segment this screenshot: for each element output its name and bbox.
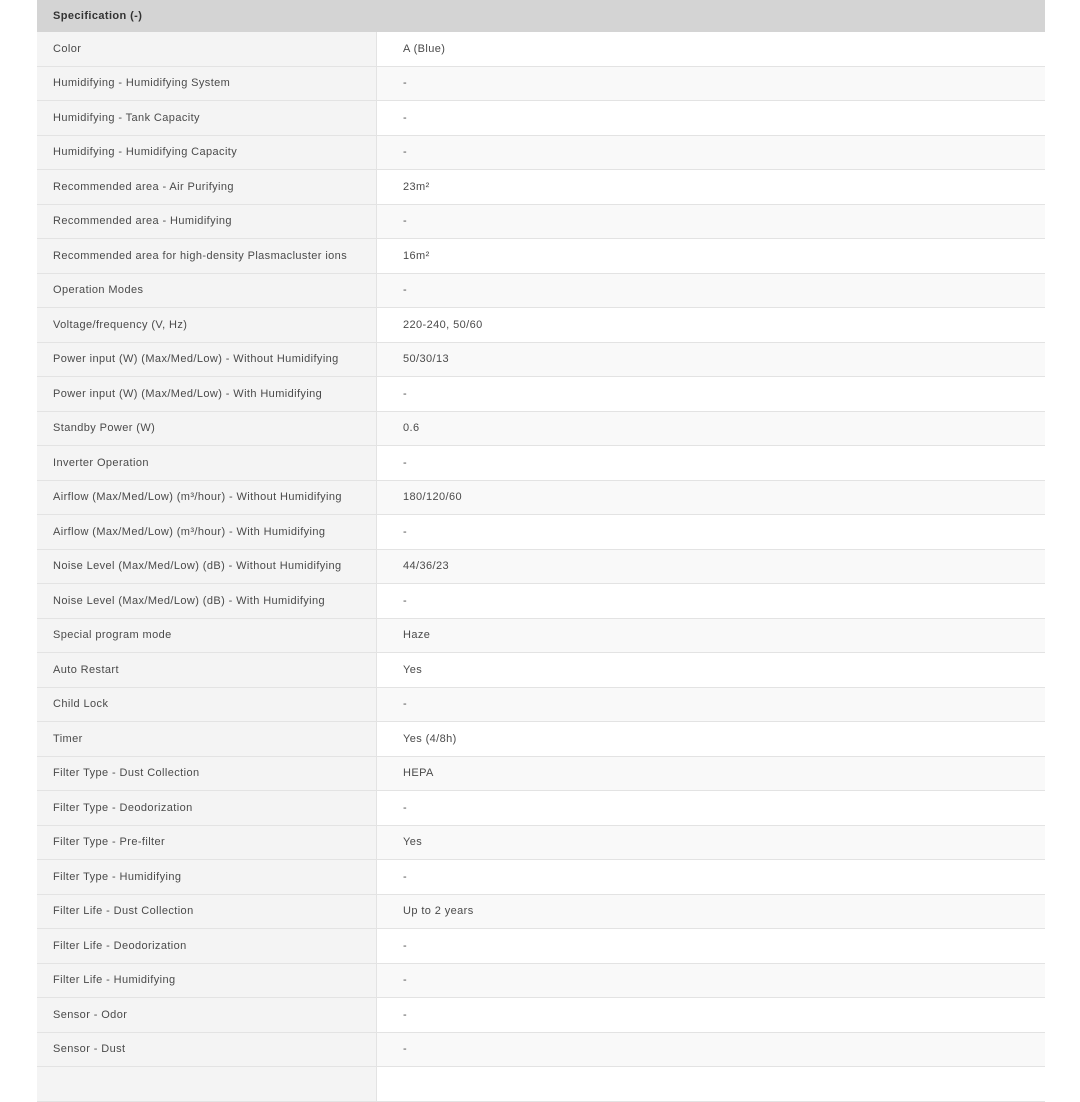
table-row [37,860,1045,895]
spec-label: Airflow (Max/Med/Low) (m³/hour) - With Humidifying [37,515,377,549]
spec-label [37,1067,377,1101]
table-row [37,791,1045,826]
spec-label: Recommended area - Air Purifying [37,170,377,204]
spec-value: Yes (4/8h) [377,722,1045,756]
spec-label: Filter Life - Humidifying [37,964,377,998]
spec-label: Auto Restart [37,653,377,687]
table-row [37,412,1045,447]
spec-label: Humidifying - Humidifying Capacity [37,136,377,170]
table-row [37,205,1045,240]
spec-value: 23m² [377,170,1045,204]
spec-label: Filter Type - Dust Collection [37,757,377,791]
spec-value: - [377,791,1045,825]
spec-value: - [377,1033,1045,1067]
table-row [37,101,1045,136]
spec-value: - [377,860,1045,894]
spec-label: Power input (W) (Max/Med/Low) - Without Humidifying [37,343,377,377]
spec-label: Timer [37,722,377,756]
spec-label: Power input (W) (Max/Med/Low) - With Humidifying [37,377,377,411]
specification-rows [37,32,1045,1102]
table-row [37,619,1045,654]
spec-value: - [377,584,1045,618]
spec-label: Voltage/frequency (V, Hz) [37,308,377,342]
spec-value: Yes [377,653,1045,687]
spec-label: Sensor - Dust [37,1033,377,1067]
spec-label: Humidifying - Humidifying System [37,67,377,101]
spec-label: Filter Life - Dust Collection [37,895,377,929]
spec-value: A (Blue) [377,32,1045,66]
spec-value: - [377,205,1045,239]
table-row [37,239,1045,274]
table-row [37,998,1045,1033]
spec-value: - [377,136,1045,170]
table-row [37,274,1045,309]
spec-value: - [377,998,1045,1032]
table-row [37,722,1045,757]
spec-value [377,1067,1045,1101]
spec-label: Child Lock [37,688,377,722]
spec-label: Special program mode [37,619,377,653]
spec-value: - [377,377,1045,411]
spec-label: Standby Power (W) [37,412,377,446]
table-row [37,584,1045,619]
spec-value: Yes [377,826,1045,860]
specification-header[interactable]: Specification (-) [37,0,1045,32]
spec-value: - [377,515,1045,549]
table-row [37,136,1045,171]
table-row [37,895,1045,930]
specification-table [37,0,1045,1102]
spec-label: Filter Type - Deodorization [37,791,377,825]
table-row [37,170,1045,205]
spec-value: Haze [377,619,1045,653]
table-row [37,826,1045,861]
spec-label: Color [37,32,377,66]
table-row [37,67,1045,102]
spec-value: 180/120/60 [377,481,1045,515]
spec-label: Sensor - Odor [37,998,377,1032]
table-row [37,653,1045,688]
spec-value: 50/30/13 [377,343,1045,377]
table-row [37,343,1045,378]
spec-label: Noise Level (Max/Med/Low) (dB) - Without Humidifying [37,550,377,584]
table-row [37,550,1045,585]
spec-value: - [377,446,1045,480]
spec-value: 0.6 [377,412,1045,446]
table-row [37,481,1045,516]
spec-value: 220-240, 50/60 [377,308,1045,342]
table-row [37,377,1045,412]
spec-value: - [377,964,1045,998]
table-row [37,757,1045,792]
table-row [37,515,1045,550]
spec-label: Noise Level (Max/Med/Low) (dB) - With Humidifying [37,584,377,618]
spec-label: Operation Modes [37,274,377,308]
spec-label: Inverter Operation [37,446,377,480]
table-row [37,688,1045,723]
spec-value: HEPA [377,757,1045,791]
spec-value: Up to 2 years [377,895,1045,929]
spec-label: Filter Type - Humidifying [37,860,377,894]
spec-label: Recommended area for high-density Plasmacluster ions [37,239,377,273]
spec-value: - [377,929,1045,963]
table-row [37,964,1045,999]
spec-value: - [377,67,1045,101]
table-row [37,929,1045,964]
table-row [37,308,1045,343]
spec-label: Airflow (Max/Med/Low) (m³/hour) - Without Humidifying [37,481,377,515]
spec-value: 16m² [377,239,1045,273]
table-row [37,32,1045,67]
spec-value: - [377,101,1045,135]
spec-label: Filter Life - Deodorization [37,929,377,963]
table-row [37,1033,1045,1068]
spec-value: 44/36/23 [377,550,1045,584]
table-row [37,446,1045,481]
spec-value: - [377,688,1045,722]
spec-label: Humidifying - Tank Capacity [37,101,377,135]
table-row [37,1067,1045,1102]
spec-label: Filter Type - Pre-filter [37,826,377,860]
spec-value: - [377,274,1045,308]
spec-label: Recommended area - Humidifying [37,205,377,239]
